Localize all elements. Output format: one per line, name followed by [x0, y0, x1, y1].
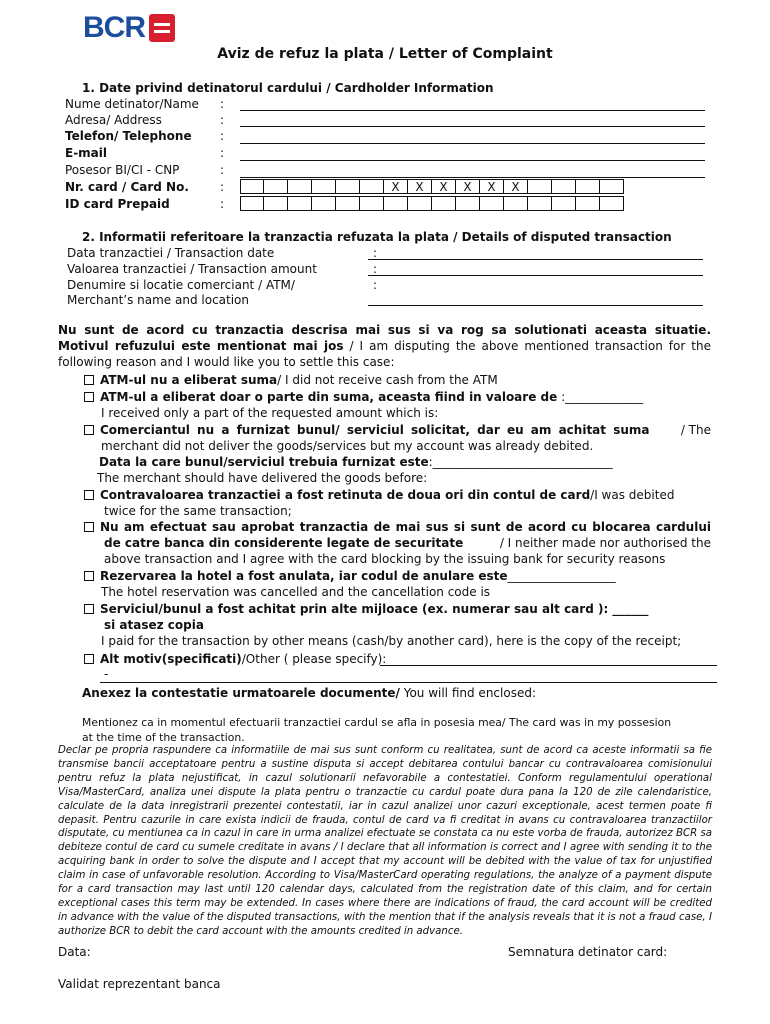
prepaid-digit-box[interactable]: [456, 196, 480, 211]
email-field[interactable]: [240, 160, 705, 161]
colon: :: [220, 97, 225, 111]
field-cnp-label: Posesor BI/CI - CNP: [65, 163, 180, 177]
section1-heading: 1. Date privind detinatorul cardului / Cardholder Information: [82, 81, 494, 95]
section2-heading: 2. Informatii referitoare la tranzactia refuzata la plata / Details of disputed transaction: [82, 230, 672, 244]
prepaid-digit-box[interactable]: [312, 196, 336, 211]
card-digit-box[interactable]: [552, 179, 576, 194]
reason-label: Rezervarea la hotel a fost anulata, iar codul de anulare este: [100, 569, 508, 583]
delivery-date-row: [99, 454, 613, 470]
colon: :: [373, 246, 378, 260]
prepaid-digit-box[interactable]: [264, 196, 288, 211]
reason-not-authorised: [84, 519, 711, 535]
prepaid-digit-box[interactable]: [432, 196, 456, 211]
checkbox[interactable]: [84, 425, 94, 435]
enclosed-documents: [82, 685, 536, 701]
field-phone-label: Telefon/ Telephone: [65, 129, 192, 143]
prepaid-digit-box[interactable]: [336, 196, 360, 211]
reason-label: ATM-ul nu a eliberat suma: [100, 373, 278, 387]
reason-label: de catre banca din considerente legate de securitate: [104, 536, 464, 550]
card-digit-box[interactable]: [600, 179, 624, 194]
other-reason-field-line2[interactable]: [100, 682, 717, 683]
card-digit-box[interactable]: [528, 179, 552, 194]
reason-double-debit-en: twice for the same transaction;: [104, 504, 292, 518]
merchant-label: Denumire si locatie comerciant / ATM/: [67, 278, 295, 292]
checkbox[interactable]: [84, 490, 94, 500]
reason-double-debit: [84, 487, 711, 503]
prepaid-digit-box[interactable]: [240, 196, 264, 211]
card-digit-masked: X: [432, 179, 456, 194]
intro-line-3: following reason and I would like you to settle this case:: [58, 355, 395, 369]
reason-label-en: /Other ( please specify):: [241, 652, 387, 666]
prepaid-id-boxes[interactable]: [240, 196, 624, 211]
prepaid-digit-box[interactable]: [552, 196, 576, 211]
field-card-no-label: Nr. card / Card No.: [65, 180, 189, 194]
address-field[interactable]: [240, 126, 705, 127]
merchant-field[interactable]: [368, 305, 703, 306]
phone-field[interactable]: [240, 143, 705, 144]
bcr-logo-mark-icon: [149, 14, 175, 42]
reason-atm-no-cash: [84, 372, 498, 388]
logo-text: BCR: [83, 11, 145, 44]
reason-atm-partial: [84, 389, 643, 405]
colon: :: [220, 146, 225, 160]
card-digit-box[interactable]: [576, 179, 600, 194]
enclosed-label-en: You will find enclosed:: [399, 686, 536, 700]
card-digit-box[interactable]: [312, 179, 336, 194]
colon: :: [220, 113, 225, 127]
colon: :: [220, 163, 225, 177]
delivery-date-en: The merchant should have delivered the goods before:: [97, 471, 428, 485]
field-name-label: Nume detinator/Name: [65, 97, 199, 111]
reason-hotel-en: The hotel reservation was cancelled and the cancellation code is: [101, 585, 491, 599]
reason-merchant-not-delivered: [84, 422, 711, 438]
delivery-date-label: Data la care bunul/serviciul trebuia furnizat este: [99, 455, 429, 469]
validated-label: Validat reprezentant banca: [58, 977, 221, 991]
colon: :: [373, 262, 378, 276]
other-reason-field[interactable]: [380, 665, 717, 666]
transaction-amount-label: Valoarea tranzactiei / Transaction amount: [67, 262, 317, 276]
prepaid-digit-box[interactable]: [504, 196, 528, 211]
card-digit-box[interactable]: [288, 179, 312, 194]
reason-label: Alt motiv(specificati): [100, 652, 242, 666]
field-prepaid-label: ID card Prepaid: [65, 197, 170, 211]
reason-hotel-cancelled: [84, 568, 616, 584]
signature-label: Semnatura detinator card:: [508, 945, 668, 959]
prepaid-digit-box[interactable]: [480, 196, 504, 211]
page-title: Aviz de refuz la plata / Letter of Complaint: [217, 46, 553, 62]
card-digit-box[interactable]: [240, 179, 264, 194]
prepaid-digit-box[interactable]: [384, 196, 408, 211]
possession-statement: [82, 716, 671, 745]
reason-other-means-line2: si atasez copia: [104, 618, 204, 632]
name-field[interactable]: [240, 110, 705, 111]
checkbox[interactable]: [84, 522, 94, 532]
prepaid-digit-box[interactable]: [408, 196, 432, 211]
cancellation-code-field[interactable]: __________________: [507, 569, 616, 583]
date-label: Data:: [58, 945, 91, 959]
prepaid-digit-box[interactable]: [576, 196, 600, 211]
bcr-logo: [83, 10, 175, 46]
possession-line-2: at the time of the transaction.: [82, 730, 245, 744]
reason-label-en: / I neither made nor authorised the: [499, 536, 711, 550]
transaction-date-label: Data tranzactiei / Transaction date: [67, 246, 275, 260]
other-reason-dash: -: [104, 667, 109, 681]
reason-label: Contravaloarea tranzactiei a fost retinuta de doua ori din contul de card: [100, 488, 591, 502]
checkbox[interactable]: [84, 375, 94, 385]
field-address-label: Adresa/ Address: [65, 113, 162, 127]
intro-reason-en: / I am disputing the above mentioned transaction for the: [343, 339, 711, 353]
reason-label: Comerciantul nu a furnizat bunul/ serviciul solicitat, dar eu am achitat suma: [100, 423, 650, 437]
card-digit-masked: X: [408, 179, 432, 194]
amount-field[interactable]: :_____________: [557, 390, 644, 404]
merchant-label-en: Merchant’s name and location: [67, 293, 250, 307]
card-digit-box[interactable]: [264, 179, 288, 194]
reason-atm-partial-en: I received only a part of the requested amount which is:: [101, 406, 439, 420]
cnp-field[interactable]: [240, 177, 705, 178]
intro-paragraph: [58, 322, 711, 370]
prepaid-digit-box[interactable]: [600, 196, 624, 211]
card-digit-masked: X: [480, 179, 504, 194]
delivery-date-field[interactable]: :______________________________: [428, 455, 613, 469]
colon: :: [373, 278, 378, 292]
intro-line-2: [58, 338, 711, 354]
reason-merchant-en: merchant did not deliver the goods/services but my account was already debited.: [101, 439, 594, 453]
declaration-paragraph: Declar pe propria raspundere ca informatiile de mai sus sunt conform cu realitatea, sunt de acord ca aceste informatii sa fie transmise bancii acceptatoare pentru a sustine disputa si accept debitarea contului bancar cu contravaloarea comisionului pentru refuz la plata nejustificat, in cazul solutionarii nefavorabile a contestatiei. Conform regulamentului operational Visa/MasterCard, analiza unei dispute la plata pentru o tranzactie cu cardul poate dura pana la 120 de zile calendaristice, calculate de la data inregistrarii prezentei contestatii, iar in cazul analizei unor cazuri exceptionale, acest termen poate fi depasit. Pentru cazurile in care exista indicii de frauda, contul de card va fi creditat in avans cu contravaloarea tranzactiilor disputate, cu mentiunea ca in cazul in care in urma analizei efectuate se constata ca nu este vorba de frauda, autorizez BCR sa debiteze contul de card cu sumele creditate in avans / I declare that all information is correct and I agree with sending it to the acquiring bank in order to solve the dispute and I accept that my account will be debited with the value of tax for unjustified claim in case of unfavorable resolution. According to Visa/MasterCard operating regulations, the analyze of a payment dispute for a card transaction may last until 120 calendar days, calculated from the registration date of this claim, and for certain exceptional cases this term may be extended. In cases where there are indications of fraud, the card account will be credited in advance with the value of the disputed transactions, with the mention that if the analysis reveals that it is not a fraud case, I authorize BCR to debit the card account with the amounts credited in advance.: [58, 745, 712, 937]
reason-label: Serviciul/bunul a fost achitat prin alte mijloace (ex. numerar sau alt card ): ______: [100, 602, 649, 616]
reason-label: Nu am efectuat sau aprobat tranzactia de mai sus si sunt de acord cu blocarea cardului: [100, 520, 711, 534]
reason-other-means: [84, 601, 648, 617]
checkbox[interactable]: [84, 392, 94, 402]
checkbox[interactable]: [84, 571, 94, 581]
checkbox[interactable]: [84, 604, 94, 614]
card-digit-box[interactable]: [360, 179, 384, 194]
card-digit-masked: X: [504, 179, 528, 194]
card-number-boxes[interactable]: [240, 179, 624, 194]
reason-label-en: / I did not receive cash from the ATM: [277, 373, 498, 387]
card-digit-box[interactable]: [336, 179, 360, 194]
reason-label: ATM-ul a eliberat doar o parte din suma, aceasta fiind in valoare de: [100, 390, 558, 404]
reason-not-authorised-en: above transaction and I agree with the card blocking by the issuing bank for security reasons: [104, 552, 666, 566]
card-digit-masked: X: [384, 179, 408, 194]
reason-label-en: / The: [680, 423, 711, 437]
colon: :: [220, 180, 225, 194]
reason-label-en: /I was debited: [590, 488, 675, 502]
reason-other: [84, 651, 386, 667]
prepaid-digit-box[interactable]: [288, 196, 312, 211]
intro-line-1: Nu sunt de acord cu tranzactia descrisa mai sus si va rog sa solutionati aceasta situatie.: [58, 323, 711, 337]
possession-line-1: Mentionez ca in momentul efectuarii tranzactiei cardul se afla in posesia mea/ The card was in my possesion: [82, 716, 672, 729]
enclosed-label: Anexez la contestatie urmatoarele documente/: [82, 686, 400, 700]
reason-not-authorised-line2: [104, 535, 711, 551]
checkbox[interactable]: [84, 654, 94, 664]
prepaid-digit-box[interactable]: [360, 196, 384, 211]
colon: :: [220, 129, 225, 143]
field-email-label: E-mail: [65, 146, 108, 160]
card-digit-masked: X: [456, 179, 480, 194]
transaction-amount-field[interactable]: [368, 275, 703, 276]
reason-other-means-en: I paid for the transaction by other means (cash/by another card), here is the copy of the receipt;: [101, 634, 682, 648]
colon: :: [220, 197, 225, 211]
prepaid-digit-box[interactable]: [528, 196, 552, 211]
intro-reason-bold: Motivul refuzului este mentionat mai jos: [58, 339, 344, 353]
transaction-date-field[interactable]: [368, 259, 703, 260]
